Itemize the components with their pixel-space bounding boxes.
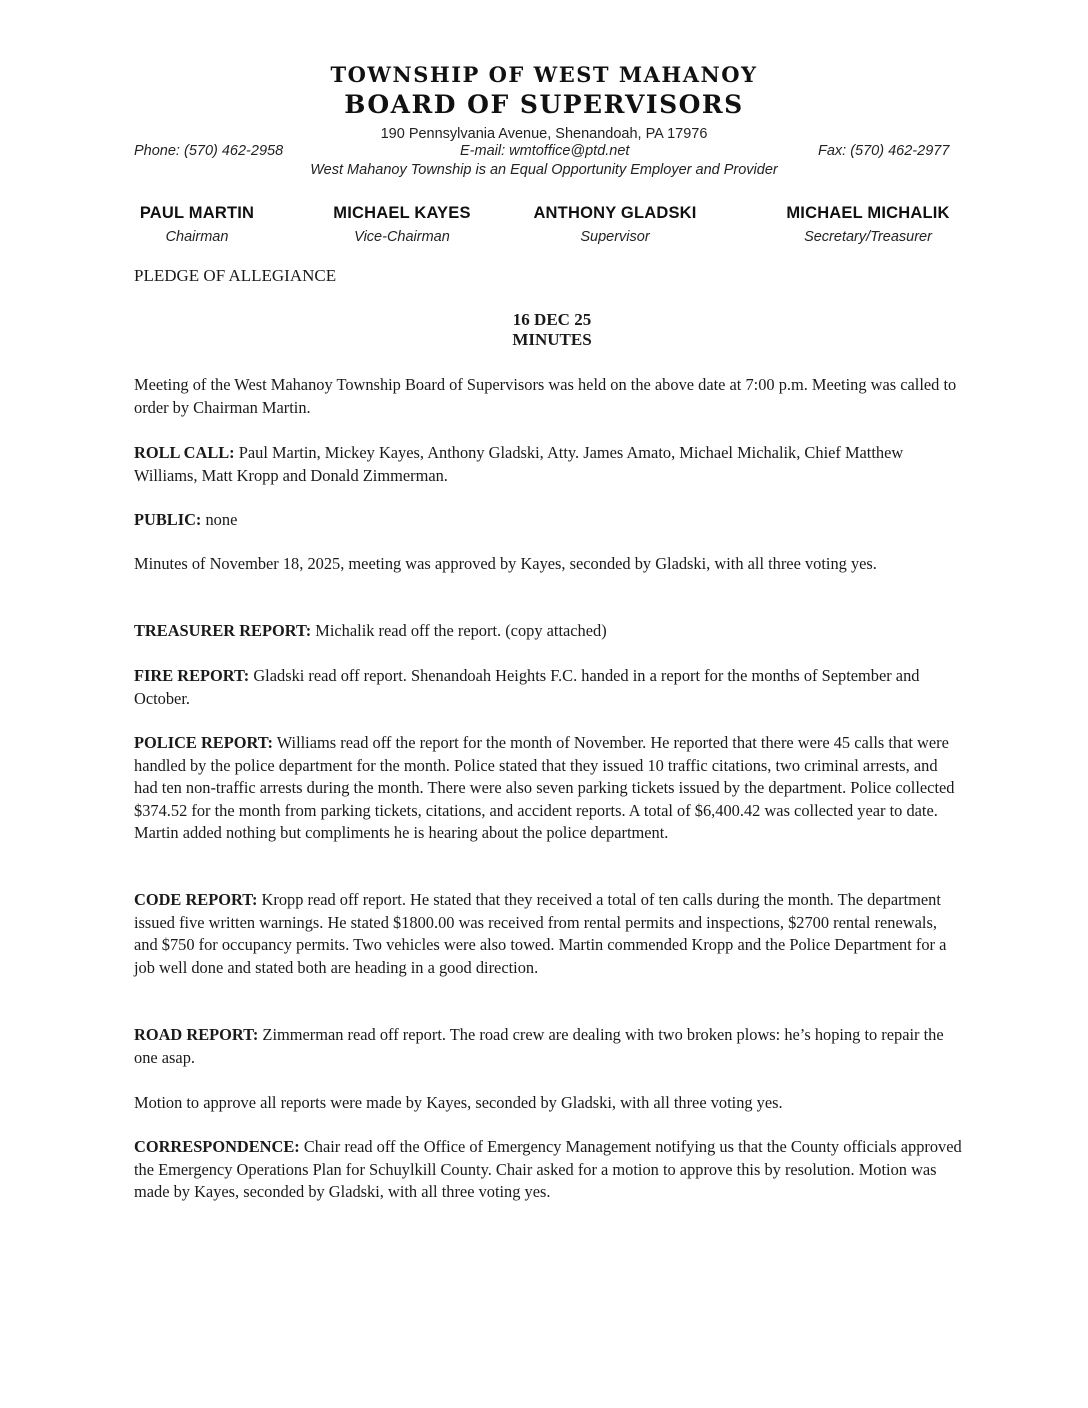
officer-role: Chairman [165, 229, 229, 245]
correspondence-text: Chair read off the Office of Emergency Management notifying us that the County officials approved the Emergency Operations Plan for Schuylkill County. Chair asked for a motion to approve this by resolution. Motion was made by Kayes, seconded by Gladski, with all three voting yes. [134, 1137, 962, 1201]
correspondence-label: CORRESPONDENCE: [134, 1137, 300, 1156]
officer-role: Supervisor [580, 229, 650, 245]
phone-number: Phone: (570) 462-2958 [134, 143, 284, 159]
fire-report-paragraph [134, 665, 964, 710]
minutes-title: MINUTES [512, 330, 592, 349]
fire-report-label: FIRE REPORT: [134, 666, 250, 685]
officer-supervisor [520, 204, 710, 245]
meeting-heading [0, 310, 1088, 350]
roll-call-text: Paul Martin, Mickey Kayes, Anthony Gladski, Atty. James Amato, Michael Michalik, Chief Matthew Williams, Matt Kropp and Donald Zimmerman. [134, 443, 904, 485]
township-title: TOWNSHIP OF WEST MAHANOY [330, 62, 758, 87]
pledge-heading: PLEDGE OF ALLEGIANCE [134, 266, 337, 285]
public-paragraph [134, 509, 964, 532]
road-report-text: Zimmerman read off report. The road crew are dealing with two broken plows: he’s hoping to repair the one asap. [134, 1025, 944, 1067]
officer-secretary-treasurer [770, 204, 966, 245]
officer-name: PAUL MARTIN [139, 204, 255, 222]
officer-vice-chairman [322, 204, 482, 245]
email-address: E-mail: wmtoffice@ptd.net [460, 143, 630, 159]
officer-name: MICHAEL MICHALIK [786, 204, 950, 222]
police-report-text: Williams read off the report for the month of November. He reported that there were 45 calls that were handled by the police department for the month. Police stated that they issued 10 traffic citations, two criminal arrests, and had ten non-traffic arrests during the month. There were also seven parking tickets issued by the department. Police collected $374.52 for the month from parking tickets, citations, and accident reports. A total of $6,400.42 was collected year to date. Martin added nothing but compliments he is hearing about the police department. [134, 733, 955, 842]
code-report-label: CODE REPORT: [134, 890, 258, 909]
equal-opportunity-statement: West Mahanoy Township is an Equal Opportunity Employer and Provider [310, 162, 778, 178]
motion-paragraph: Motion to approve all reports were made by Kayes, seconded by Gladski, with all three voting yes. [134, 1093, 783, 1112]
officer-name: MICHAEL KAYES [333, 204, 471, 222]
fax-number: Fax: (570) 462-2977 [818, 143, 950, 159]
public-text: none [201, 510, 238, 529]
road-report-label: ROAD REPORT: [134, 1025, 259, 1044]
roll-call-label: ROLL CALL: [134, 443, 235, 462]
officer-role: Secretary/Treasurer [804, 229, 932, 245]
road-report-paragraph [134, 1024, 964, 1069]
correspondence-paragraph [134, 1136, 964, 1204]
roll-call-paragraph [134, 442, 964, 487]
fire-report-text: Gladski read off report. Shenandoah Heights F.C. handed in a report for the months of September and October. [134, 666, 920, 708]
officer-chairman [122, 204, 272, 245]
officer-name: ANTHONY GLADSKI [533, 204, 697, 222]
meeting-date: 16 DEC 25 [512, 310, 592, 329]
minutes-approval-paragraph: Minutes of November 18, 2025, meeting was approved by Kayes, seconded by Gladski, with all three voting yes. [134, 554, 877, 573]
public-label: PUBLIC: [134, 510, 202, 529]
treasurer-text: Michalik read off the report. (copy attached) [311, 621, 607, 640]
police-report-label: POLICE REPORT: [134, 733, 273, 752]
code-report-paragraph [134, 889, 964, 979]
treasurer-paragraph [134, 620, 964, 643]
code-report-text: Kropp read off report. He stated that they received a total of ten calls during the month. The department issued five written warnings. He stated $1800.00 was received from rental permits and inspections, $2700 rental renewals, and $750 for occupancy permits. Two vehicles were also towed. Martin commended Kropp and the Police Department for a job well done and stated both are heading in a good direction. [134, 890, 947, 977]
intro-paragraph: Meeting of the West Mahanoy Township Board of Supervisors was held on the above date at 7:00 p.m. Meeting was called to order by Chairman Martin. [134, 375, 957, 417]
board-title: BOARD OF SUPERVISORS [344, 90, 744, 119]
address-line: 190 Pennsylvania Avenue, Shenandoah, PA 17976 [380, 126, 708, 142]
officer-role: Vice-Chairman [354, 229, 450, 245]
police-report-paragraph [134, 732, 964, 845]
treasurer-label: TREASURER REPORT: [134, 621, 312, 640]
